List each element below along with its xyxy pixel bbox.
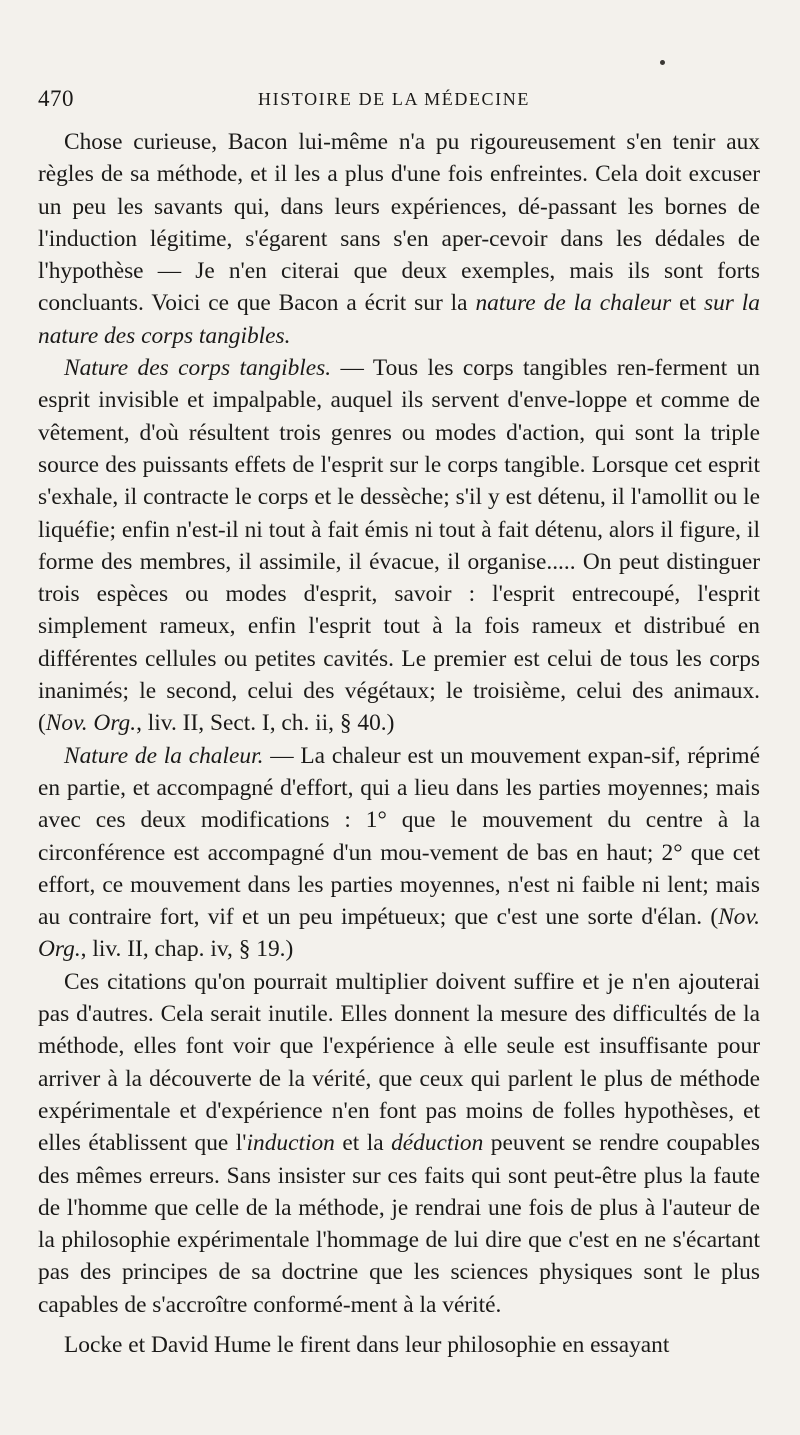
section-heading-corps-tangibles: Nature des corps tangibles. bbox=[64, 355, 332, 382]
text-run: — La chaleur est un mouvement expan-sif, réprimé en partie, et accompagné d'effort, qui a lieu dans les parties moyennes; mais avec ces deux modifications : 1° que le mouvement du centre à la circonférence est accompagné d'un mou-vement de bas en haut; 2° que cet effort, ce mouvement dans les parties moyennes, n'est ni faible ni lent; mais au contraire fort, vif et un peu impétueux; que c'est une sorte d'élan. ( bbox=[38, 742, 760, 931]
text-run: et bbox=[671, 290, 704, 317]
text-run: Locke et David Hume le firent dans leur philosophie en essayant bbox=[64, 1331, 670, 1358]
italic-run: déduction bbox=[391, 1130, 484, 1157]
italic-run: sur la nature des corps tangibles. bbox=[38, 290, 760, 349]
text-run: — Tous les corps tangibles ren-ferment un esprit invisible et impalpable, auquel ils servent d'enve-loppe et comme de vêtement, d'où résultent trois genres ou modes d'action, qui sont la triple source des puissants effets de l'esprit sur le corps tangible. Lorsque cet esprit s'exhale, il contracte le corps et le dessèche; s'il y est détenu, il l'amollit ou le liquéfie; enfin n'est-il ni tout à fait émis ni tout à fait détenu, alors il figure, il forme des membres, il assimile, il évacue, il organise..... On peut distinguer trois espèces ou modes d'esprit, savoir : l'esprit entrecoupé, l'esprit simplement rameux, enfin l'esprit tout à la fois rameux et distribué en différentes cellules ou petites cavités. Le premier est celui de tous les corps inanimés; le second, celui des végétaux; le troisième, celui des animaux. ( bbox=[38, 355, 761, 737]
citation-title: Nov. Org. bbox=[45, 710, 137, 737]
paragraph-citations bbox=[38, 966, 760, 1321]
italic-run: induction bbox=[246, 1130, 335, 1157]
running-head: HISTOIRE DE LA MÉDECINE bbox=[258, 89, 530, 109]
ink-speck bbox=[660, 60, 665, 65]
body-text bbox=[38, 126, 760, 1361]
section-heading-chaleur: Nature de la chaleur. bbox=[64, 742, 264, 769]
paragraph-bacon-intro bbox=[38, 126, 760, 352]
text-run: Chose curieuse, Bacon lui-même n'a pu rigoureusement s'en tenir aux règles de sa méthode, et il les a plus d'une fois enfreintes. Cela doit excuser un peu les savants qui, dans leurs expériences, dé-passant les bornes de l'induction légitime, s'égarent sans s'en aper-cevoir dans les dédales de l'hypothèse — Je n'en citerai que deux exemples, mais ils sont forts concluants. Voici ce que Bacon a écrit sur la bbox=[38, 129, 760, 317]
paragraph-corps-tangibles bbox=[38, 352, 760, 740]
paragraph-locke-hume bbox=[38, 1329, 760, 1361]
citation-title: Nov. Org. bbox=[38, 904, 760, 963]
paragraph-chaleur bbox=[38, 740, 760, 966]
italic-run: nature de la chaleur bbox=[475, 290, 672, 317]
text-run: , liv. II, Sect. I, ch. ii, § 40.) bbox=[136, 710, 395, 737]
text-run: peuvent se rendre coupables des mêmes erreurs. Sans insister sur ces faits qui sont peut-être plus la faute de l'homme que celle de la méthode, je rendrai une fois de plus à l'auteur de la philosophie expérimentale l'hommage de lui dire que c'est en ne s'écartant pas des principes de sa doctrine que les sciences physiques sont le plus capables de s'accroître conformé-ment à la vérité. bbox=[38, 1130, 760, 1318]
page-header bbox=[38, 86, 760, 118]
text-run: , liv. II, chap. iv, § 19.) bbox=[80, 936, 294, 963]
text-run: et la bbox=[334, 1130, 392, 1157]
page-number: 470 bbox=[38, 86, 74, 111]
text-run: Ces citations qu'on pourrait multiplier doivent suffire et je n'en ajouterai pas d'autres. Cela serait inutile. Elles donnent la mesure des difficultés de la méthode, elles font voir que l'expérience à elle seule est insuffisante pour arriver à la découverte de la vérité, que ceux qui parlent le plus de méthode expérimentale et d'expérience n'en font pas moins de folles hypothèses, et elles établissent que l' bbox=[38, 968, 760, 1157]
